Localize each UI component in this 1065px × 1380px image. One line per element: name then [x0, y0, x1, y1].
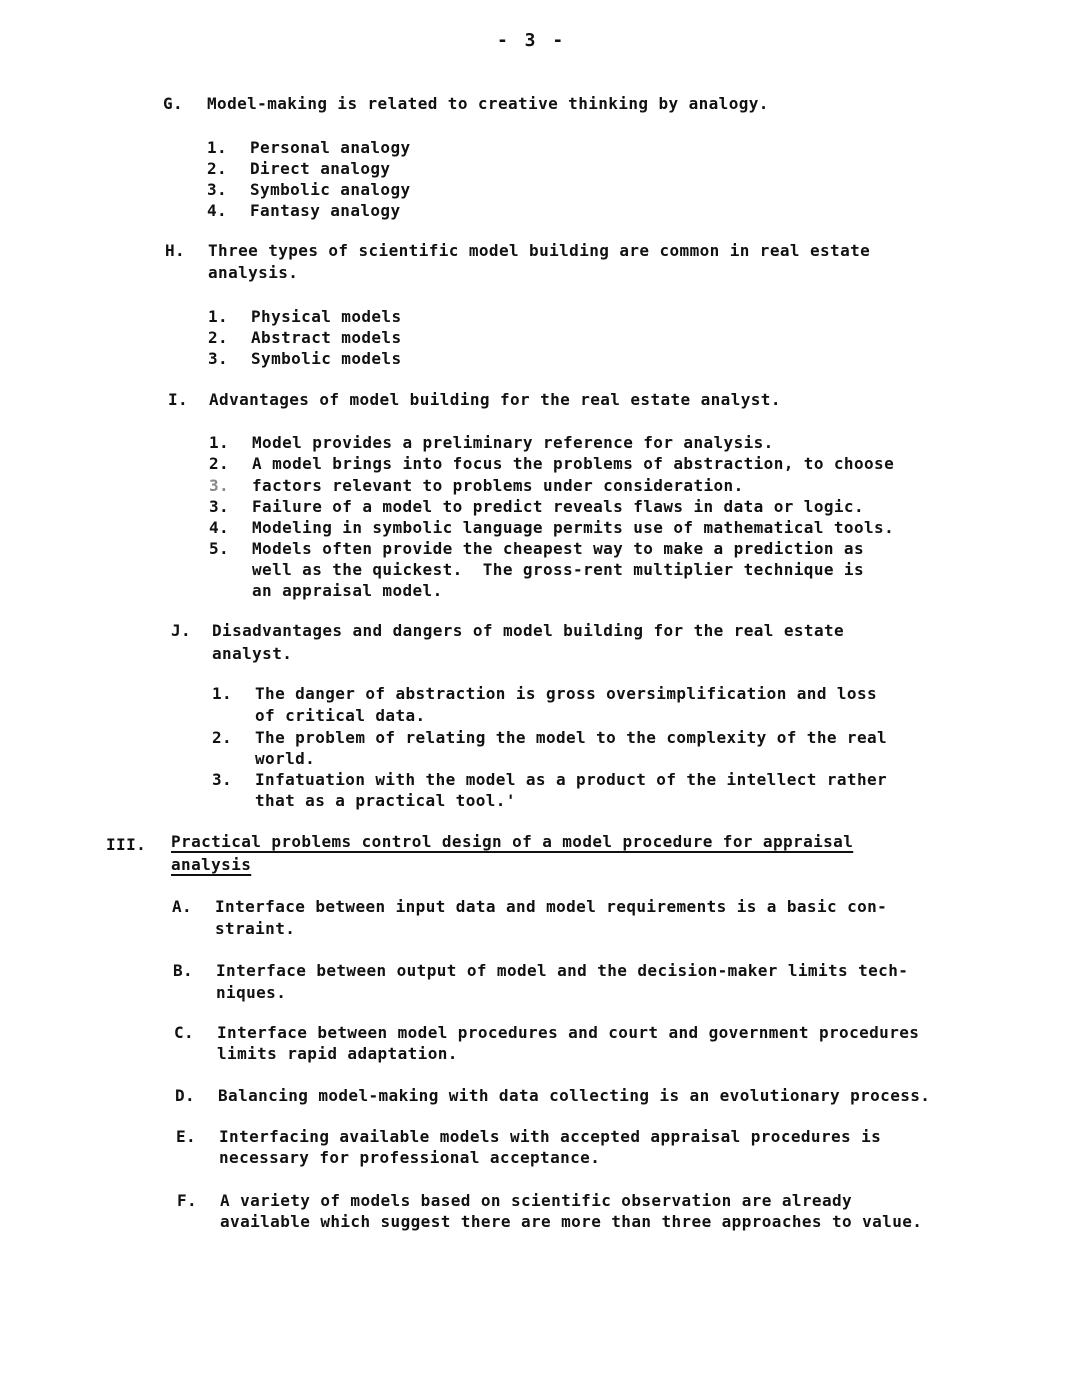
list-item-text: Balancing model-making with data collecting is an evolutionary process. — [218, 1086, 931, 1105]
list-item-letter: D. — [175, 1086, 196, 1105]
list-item-text: Interface between model procedures and court and government procedures — [217, 1023, 920, 1042]
list-item-number: 2. — [208, 328, 229, 347]
list-item-number: 1. — [212, 684, 233, 703]
section-i-heading: Advantages of model building for the real estate analyst. — [209, 390, 781, 409]
list-item-text: necessary for professional acceptance. — [219, 1148, 601, 1167]
list-item-letter: E. — [176, 1127, 197, 1146]
list-item-number: 2. — [209, 454, 230, 473]
list-item-text: Interface between input data and model requirements is a basic con- — [215, 897, 888, 916]
list-item-number: 3. — [208, 349, 229, 368]
section-iii-heading-line: Practical problems control design of a model procedure for appraisal — [171, 832, 854, 851]
section-j-marker: J. — [171, 621, 192, 640]
list-item-number: 3. — [212, 770, 233, 789]
list-item-text: Symbolic analogy — [250, 180, 411, 199]
page-number: - 3 - — [497, 30, 567, 51]
list-item-text: Interfacing available models with accepted appraisal procedures is — [219, 1127, 882, 1146]
list-item-text: Models often provide the cheapest way to make a prediction as — [252, 539, 865, 558]
section-iii-heading-line: analysis — [171, 855, 252, 874]
list-item-number: 1. — [208, 307, 229, 326]
list-item-number: 5. — [209, 539, 230, 558]
section-j-heading-line: Disadvantages and dangers of model building for the real estate — [212, 621, 845, 640]
list-item-text: Infatuation with the model as a product of the intellect rather — [255, 770, 888, 789]
list-item-text: The danger of abstraction is gross oversimplification and loss — [255, 684, 878, 703]
list-item-number: 3. — [209, 476, 230, 495]
list-item-text: Personal analogy — [250, 138, 411, 157]
list-item-letter: C. — [174, 1023, 195, 1042]
section-g-marker: G. — [163, 94, 184, 113]
list-item-text: Model provides a preliminary reference for analysis. — [252, 433, 774, 452]
list-item-text: A model brings into focus the problems of abstraction, to choose — [252, 454, 895, 473]
list-item-number: 4. — [207, 201, 228, 220]
list-item-text: Abstract models — [251, 328, 402, 347]
list-item-text: Modeling in symbolic language permits use of mathematical tools. — [252, 518, 895, 537]
list-item-text: that as a practical tool.' — [255, 791, 516, 810]
list-item-text: well as the quickest. The gross-rent multiplier technique is — [252, 560, 865, 579]
section-h-marker: H. — [165, 241, 186, 260]
list-item-text: limits rapid adaptation. — [217, 1044, 458, 1063]
list-item-text: Interface between output of model and the decision-maker limits tech- — [216, 961, 909, 980]
list-item-number: 2. — [207, 159, 228, 178]
list-item-number: 4. — [209, 518, 230, 537]
section-j-heading-line: analyst. — [212, 644, 293, 663]
section-i-marker: I. — [168, 390, 189, 409]
list-item-text: The problem of relating the model to the complexity of the real — [255, 728, 888, 747]
list-item-text: world. — [255, 749, 316, 768]
list-item-number: 1. — [207, 138, 228, 157]
list-item-text: an appraisal model. — [252, 581, 443, 600]
list-item-text: Direct analogy — [250, 159, 391, 178]
list-item-letter: F. — [177, 1191, 198, 1210]
section-iii-marker: III. — [106, 835, 147, 854]
list-item-letter: B. — [173, 961, 194, 980]
list-item-text: Symbolic models — [251, 349, 402, 368]
section-h-heading-line: Three types of scientific model building are common in real estate — [208, 241, 871, 260]
list-item-letter: A. — [172, 897, 193, 916]
list-item-text: A variety of models based on scientific observation are already — [220, 1191, 853, 1210]
list-item-text: Physical models — [251, 307, 402, 326]
list-item-number: 3. — [207, 180, 228, 199]
list-item-number: 1. — [209, 433, 230, 452]
section-g-heading: Model-making is related to creative thinking by analogy. — [207, 94, 769, 113]
list-item-number: 3. — [209, 497, 230, 516]
list-item-text: niques. — [216, 983, 287, 1002]
list-item-text: of critical data. — [255, 706, 426, 725]
list-item-text: straint. — [215, 919, 296, 938]
list-item-number: 2. — [212, 728, 233, 747]
list-item-text: available which suggest there are more than three approaches to value. — [220, 1212, 923, 1231]
list-item-text: factors relevant to problems under consideration. — [252, 476, 744, 495]
section-h-heading-line: analysis. — [208, 263, 299, 282]
list-item-text: Failure of a model to predict reveals flaws in data or logic. — [252, 497, 865, 516]
list-item-text: Fantasy analogy — [250, 201, 401, 220]
